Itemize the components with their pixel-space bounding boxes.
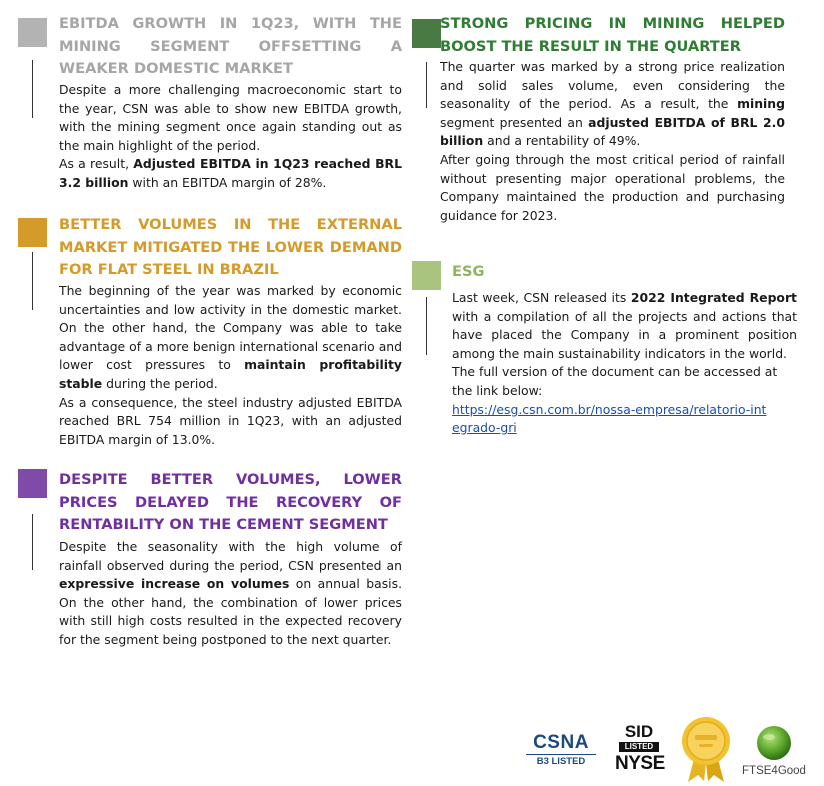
certification-logos: [520, 715, 820, 782]
steel-paragraph-1: The beginning of the year was marked by economic uncertainties and low activity in the domestic market. On the other hand, the Company was able to take advantage of a more benign international scenario and lower cost pressures to maintain profitability stable during the period.: [59, 283, 402, 391]
section-title-steel: BETTER VOLUMES IN THE EXTERNAL MARKET MITIGATED THE LOWER DEMAND FOR FLAT STEEL IN BRAZIL: [59, 216, 402, 278]
section-title-mining: STRONG PRICING IN MINING HELPED BOOST THE RESULT IN THE QUARTER: [440, 15, 785, 55]
section-divider-ebitda: [32, 60, 33, 118]
section-title-ebitda: EBITDA GROWTH IN 1Q23, WITH THE MINING SEGMENT OFFSETTING A WEAKER DOMESTIC MARKET: [59, 15, 402, 77]
ebitda-paragraph-2: As a result, Adjusted EBITDA in 1Q23 reached BRL 3.2 billion with an EBITDA margin of 28%.: [59, 156, 402, 190]
section-marker-cement: [18, 469, 47, 498]
section-body-mining: [440, 58, 785, 225]
steel-paragraph-2: As a consequence, the steel industry adjusted EBITDA reached BRL 754 million in 1Q23, with an adjusted EBITDA margin of 13.0%.: [59, 394, 402, 447]
csna-b3-logo: CSNA B3 LISTED: [520, 733, 602, 768]
mining-paragraph-2: After going through the most critical period of rainfall without presenting major operational problems, the Company maintained the production and purchasing guidance for 2023.: [440, 151, 785, 223]
esg-link-wrapper: [452, 401, 772, 438]
esg-report-link[interactable]: https://esg.csn.com.br/nossa-empresa/relatorio-integrado-gri: [452, 401, 767, 436]
section-marker-ebitda: [18, 18, 47, 47]
section-title-esg: ESG: [452, 263, 485, 280]
section-divider-mining: [426, 62, 427, 108]
section-body-ebitda: [59, 81, 402, 193]
section-body-esg: [452, 289, 797, 438]
sid-nyse-logo: SID LISTED NYSE: [615, 722, 665, 774]
section-marker-esg: [412, 261, 441, 290]
gold-medal-icon: [680, 715, 732, 782]
section-divider-cement: [32, 514, 33, 570]
section-marker-mining: [412, 19, 441, 48]
esg-paragraph-1: Last week, CSN released its 2022 Integrated Report with a compilation of all the projects and actions that have placed the Company in a prominent position among the main sustainability indicators in the world.: [452, 290, 797, 361]
section-divider-steel: [32, 252, 33, 310]
section-marker-steel: [18, 218, 47, 247]
mining-paragraph-1: The quarter was marked by a strong price realization and solid sales volume, even considering the seasonality of the period. As a result, the mining segment presented an adjusted EBITDA of BRL 2.0 billion and a rentability of 49%.: [440, 59, 785, 149]
section-body-cement: [59, 538, 402, 650]
ftse4good-logo: FTSE4Good: [742, 725, 806, 778]
globe-icon: [756, 725, 792, 761]
section-body-steel: [59, 282, 402, 449]
esg-paragraph-2: The full version of the document can be accessed at the link below:: [452, 364, 778, 398]
ebitda-paragraph-1: Despite a more challenging macroeconomic start to the year, CSN was able to show new EBITDA growth, with the mining segment once again standing out as the main highlight of the period.: [59, 82, 402, 153]
section-divider-esg: [426, 297, 427, 355]
cement-paragraph-1: Despite the seasonality with the high volume of rainfall observed during the period, CSN presented an expressive increase on volumes on annual basis. On the other hand, the combination of lower prices with still high costs resulted in the expected recovery for the segment being postponed to the next quarter.: [59, 539, 403, 647]
section-title-cement: DESPITE BETTER VOLUMES, LOWER PRICES DELAYED THE RECOVERY OF RENTABILITY ON THE CEMENT SEGMENT: [59, 471, 402, 533]
